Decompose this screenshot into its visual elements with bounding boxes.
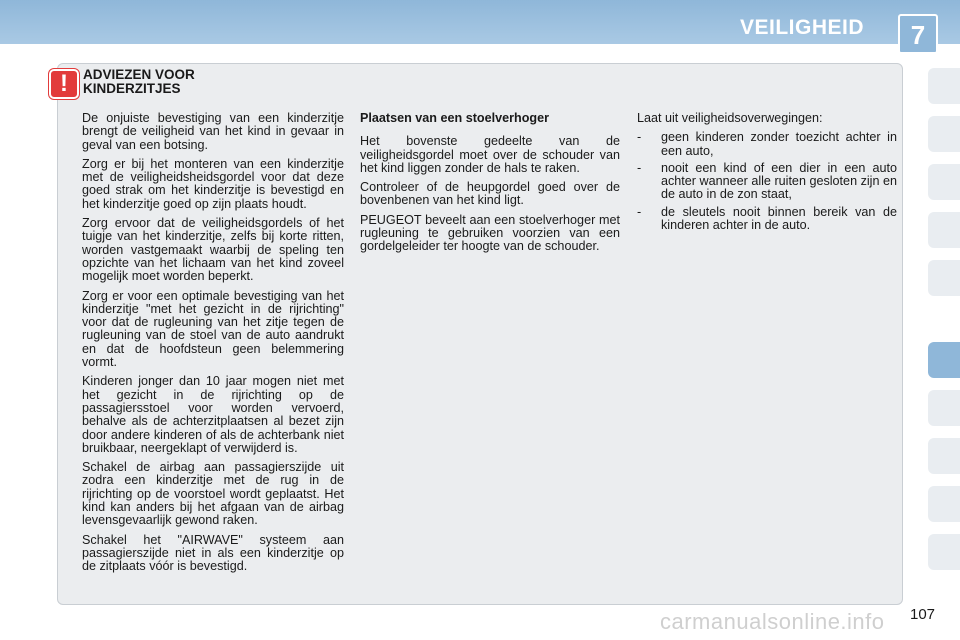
subsection-heading: Plaatsen van een stoelverhoger: [360, 111, 549, 125]
paragraph: PEUGEOT beveelt aan een stoelverhoger met rugleuning te gebruiken voorzien van een gordelgeleider ter hoogte van de schouder.: [360, 212, 620, 254]
paragraph: Kinderen jonger dan 10 jaar mogen niet met het gezicht in de rijrichting op de passagiersstoel voor worden vervoerd, behalve als de achterzitplaatsen al bezet zijn door andere kinderen of als de achterbank niet bruikbaar, neergeklapt of verwijderd is.: [82, 374, 344, 455]
intro-text: Laat uit veiligheidsoverwegingen:: [637, 111, 823, 125]
paragraph: De onjuiste bevestiging van een kinderzitje brengt de veiligheid van het kind in gevaar in geval van een botsing.: [82, 111, 344, 152]
list-item: [637, 206, 897, 233]
paragraph: Het bovenste gedeelte van de veiligheidsgordel moet over de schouder van het kind liggen zonder de hals te raken.: [360, 134, 620, 175]
side-tab-8[interactable]: [928, 438, 960, 474]
paragraph: Controleer of de heupgordel goed over de bovenbenen van het kind ligt.: [360, 180, 620, 208]
side-tab-strip: [928, 68, 960, 574]
paragraph: Zorg er bij het monteren van een kinderzitje met de veiligheidsheidsgordel voor dat deze goed strak om het kinderzitje is bevestigd en het kinderzitje goed op zijn plaats houdt.: [82, 156, 344, 211]
column-left: [82, 112, 344, 580]
warning-badge: [49, 69, 79, 99]
chapter-tab[interactable]: [898, 14, 938, 54]
list-item-text: de sleutels nooit binnen bereik van de kinderen achter in de auto.: [661, 204, 897, 233]
side-tab-5[interactable]: [928, 260, 960, 296]
column-right: [637, 112, 897, 236]
section-title-line-2: KINDERZITJES: [83, 81, 181, 96]
side-tab-9[interactable]: [928, 486, 960, 522]
bullet-dash: -: [637, 130, 642, 145]
section-title-line-1: ADVIEZEN VOOR: [83, 67, 195, 82]
side-tab-2[interactable]: [928, 116, 960, 152]
paragraph: Schakel het "AIRWAVE" systeem aan passagierszijde niet in als een kinderzitje op de zitplaats vóór is bevestigd.: [82, 532, 344, 574]
paragraph: Schakel de airbag aan passagierszijde uit zodra een kinderzitje met de rug in de rijrichting op de voorstoel wordt geplaatst. Het kind kan anders bij het afgaan van de airbag levensgevaarlijk gewond raken.: [82, 460, 344, 528]
side-tab-3[interactable]: [928, 164, 960, 200]
side-tab-active[interactable]: [928, 342, 960, 378]
side-tab-7[interactable]: [928, 390, 960, 426]
bullet-dash: -: [637, 204, 642, 219]
side-tab-10[interactable]: [928, 534, 960, 570]
list-item: [637, 162, 897, 202]
chapter-title: VEILIGHEID: [739, 16, 864, 39]
watermark: carmanualsonline.info: [660, 609, 885, 634]
side-tab-1[interactable]: [928, 68, 960, 104]
column-middle: [360, 112, 620, 260]
chapter-number: 7: [910, 20, 926, 50]
list-item-text: geen kinderen zonder toezicht achter in een auto,: [661, 130, 897, 158]
side-tab-4[interactable]: [928, 212, 960, 248]
list-item-text: nooit een kind of een dier in een auto achter wanneer alle ruiten gesloten zijn en de auto in de zon staat,: [661, 160, 897, 202]
exclamation-icon: !: [60, 70, 68, 97]
paragraph: Zorg er voor een optimale bevestiging van het kinderzitje "met het gezicht in de rijrichting" voor dat de rugleuning van het zitje tegen de rugleuning van de stoel van de auto aandrukt en dat de hoofdsteun geen belemmering vormt.: [82, 288, 344, 370]
paragraph: Zorg ervoor dat de veiligheidsgordels of het tuigje van het kinderzitje, zelfs bij korte ritten, worden vastgemaakt waarbij de speling ten opzichte van het lichaam van het kind zoveel mogelijk moet worden beperkt.: [82, 216, 344, 284]
page-number: 107: [910, 606, 936, 623]
section-title: [83, 68, 343, 96]
bullet-dash: -: [637, 160, 642, 175]
list-item: [637, 131, 897, 158]
